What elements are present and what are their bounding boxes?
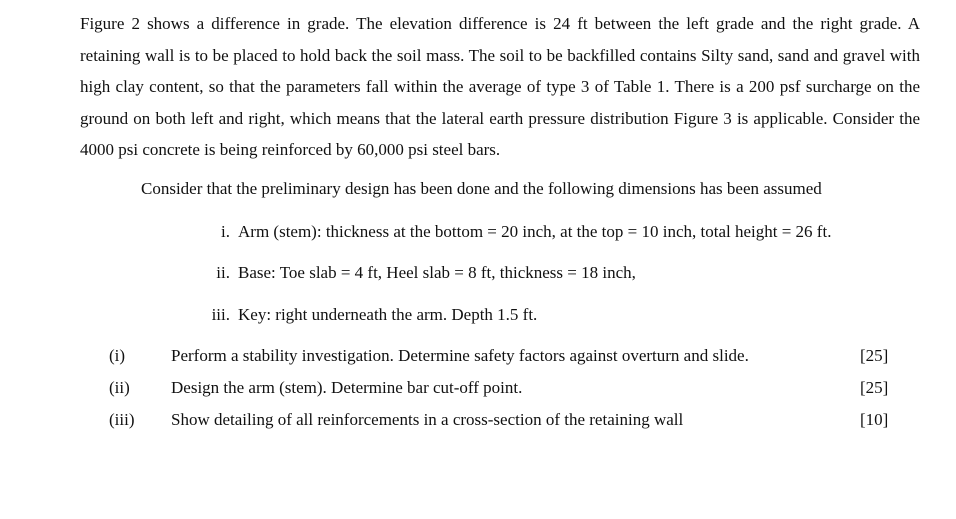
task-item — [0, 343, 956, 369]
task-text: Design the arm (stem). Determine bar cut-off point. — [171, 378, 523, 397]
task-marks: [25] — [860, 378, 889, 397]
dimension-text: Arm (stem): thickness at the bottom = 20 inch, at the top = 10 inch, total height = 26 ft. — [238, 222, 832, 241]
dimension-item — [196, 260, 636, 286]
problem-paragraph: Figure 2 shows a difference in grade. The elevation difference is 24 ft between the left grade and the right grade. A retaining wall is to be placed to hold back the soil mass. The soil to be backfilled contains Silty sand, sand and gravel with high clay content, so that the parameters fall within the average of type 3 of Table 1. There is a 200 psf surcharge on the ground on both left and right, which means that the lateral earth pressure distribution Figure 3 is applicable. Consider the 4000 psi concrete is being reinforced by 60,000 psi steel bars. — [80, 14, 920, 160]
dimension-text: Key: right underneath the arm. Depth 1.5 ft. — [238, 305, 538, 324]
task-item — [0, 407, 956, 433]
task-text: Perform a stability investigation. Determine safety factors against overturn and slide. — [171, 346, 749, 365]
assumption-intro: Consider that the preliminary design has been done and the following dimensions has been assumed — [141, 179, 822, 198]
task-marks: [25] — [860, 346, 889, 365]
task-text: Show detailing of all reinforcements in a cross-section of the retaining wall — [171, 410, 684, 429]
dimension-number: iii. — [211, 305, 230, 324]
dimension-text: Base: Toe slab = 4 ft, Heel slab = 8 ft, thickness = 18 inch, — [238, 263, 636, 282]
task-number: (iii) — [109, 410, 135, 429]
task-item — [0, 375, 956, 401]
task-marks: [10] — [860, 410, 889, 429]
dimension-number: i. — [221, 222, 230, 241]
dimension-item — [196, 302, 537, 328]
dimension-number: ii. — [216, 263, 230, 282]
task-number: (ii) — [109, 378, 130, 397]
task-number: (i) — [109, 346, 126, 365]
dimension-item — [196, 219, 831, 245]
